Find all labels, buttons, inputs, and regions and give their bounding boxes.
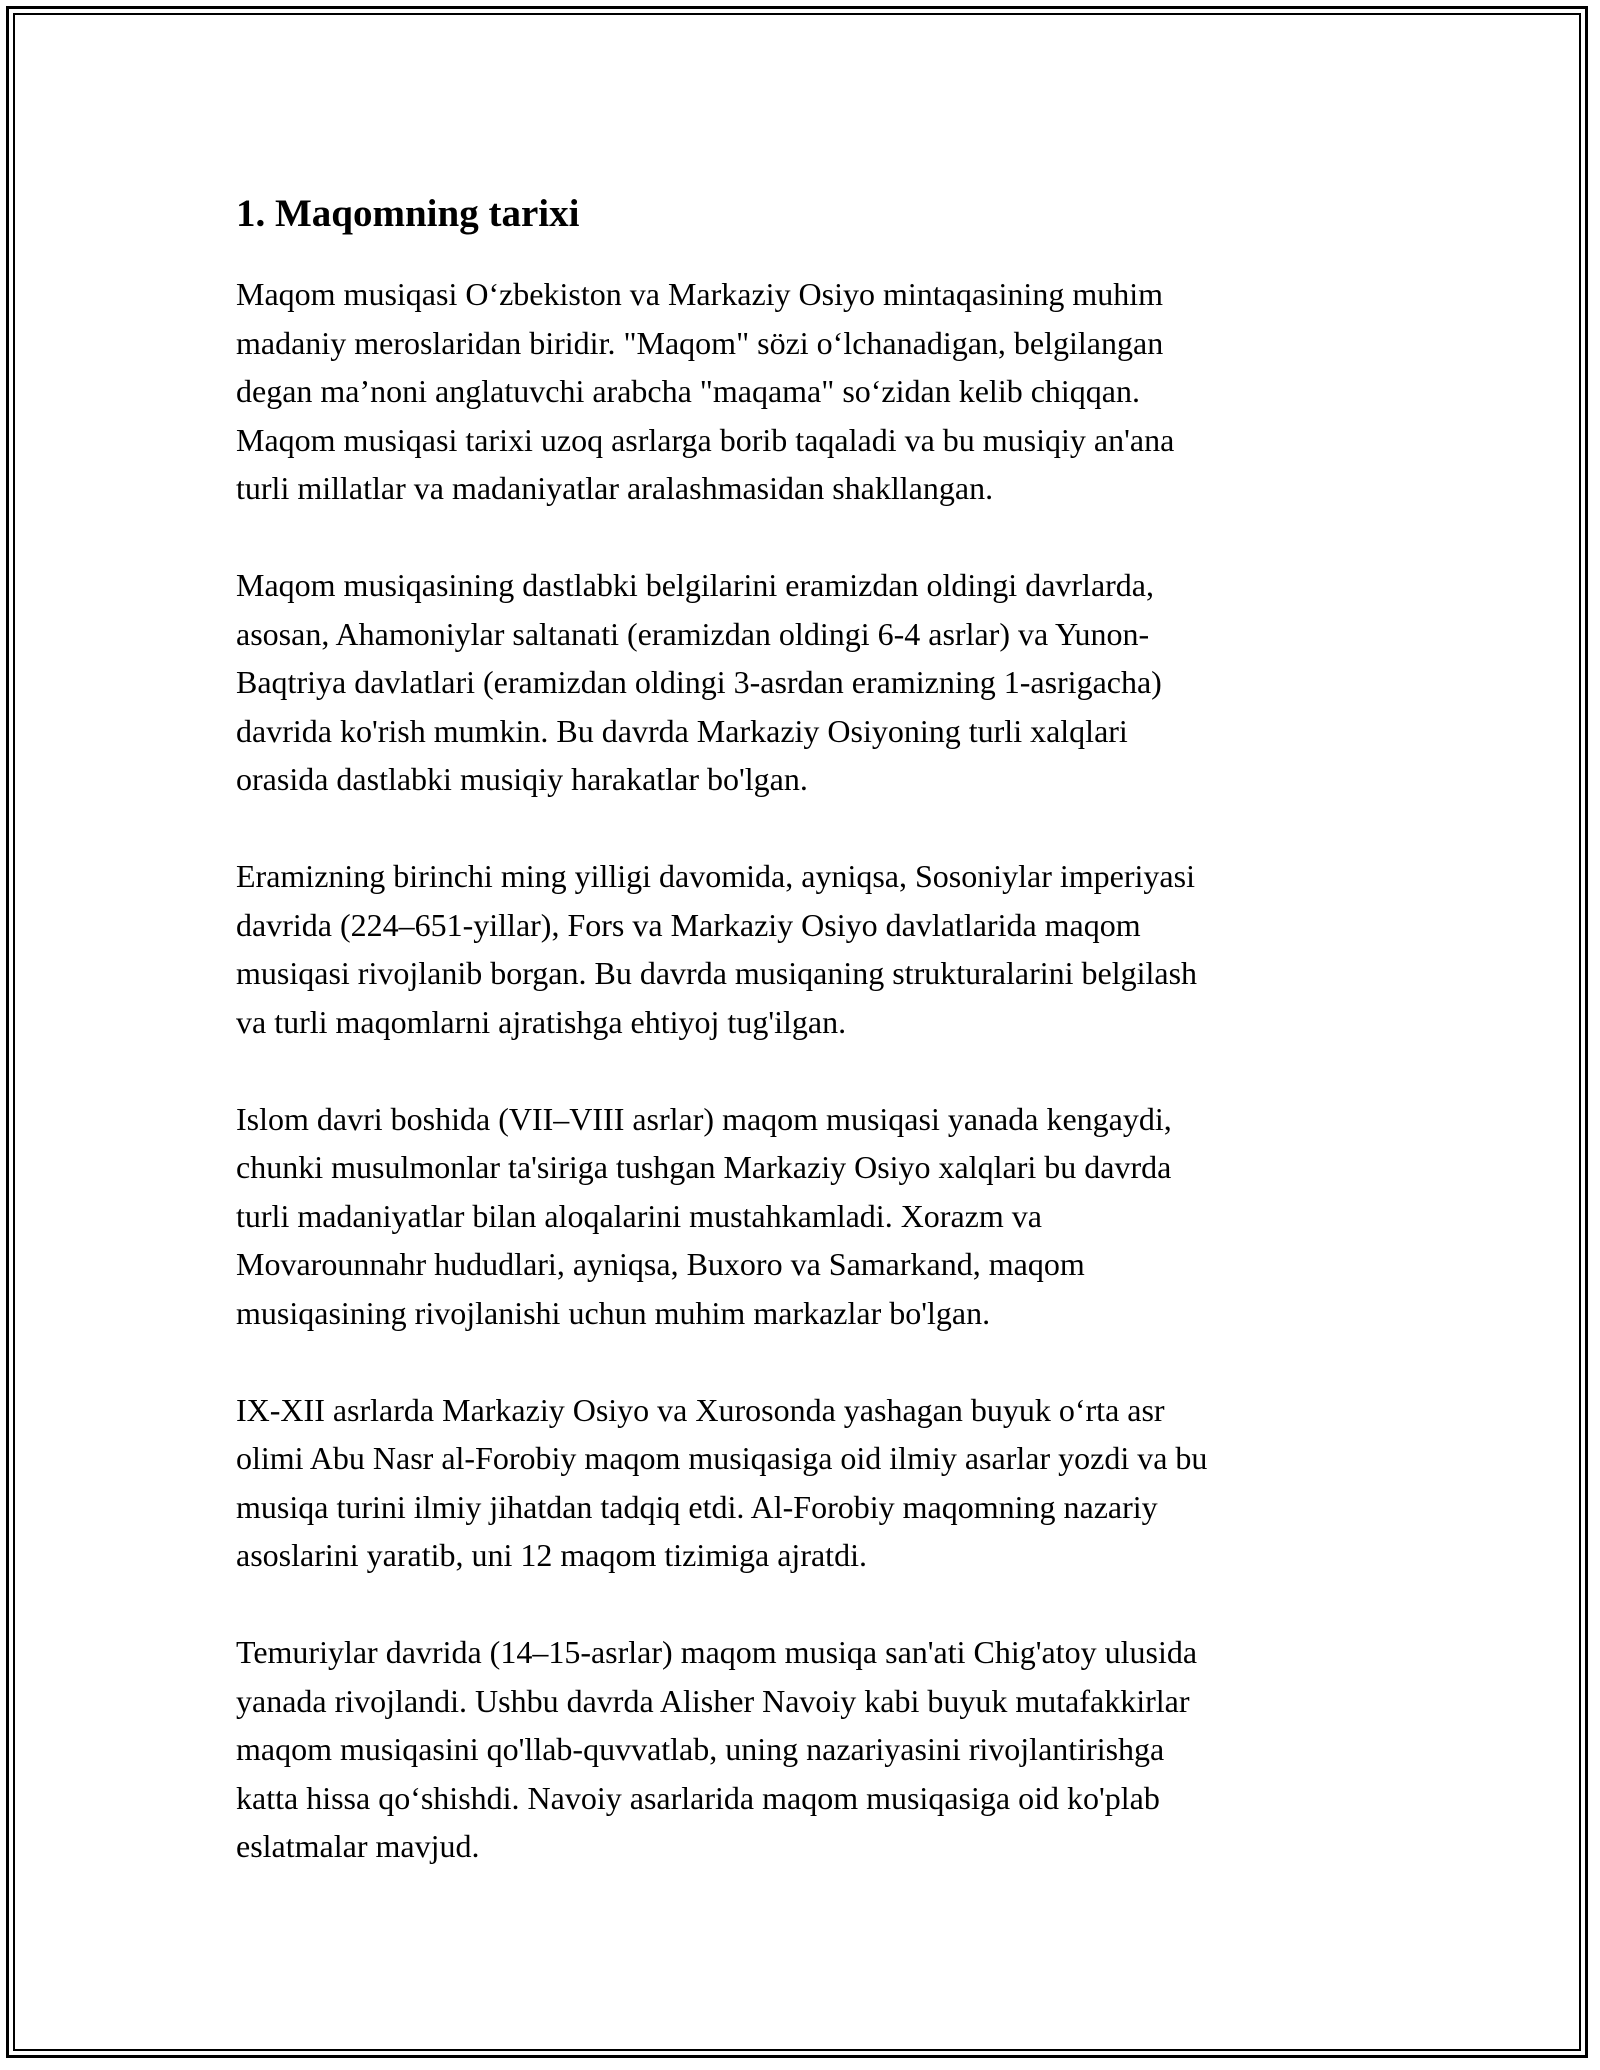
document-body	[236, 188, 1366, 1919]
paragraph-1: Maqom musiqasi O‘zbekiston va Markaziy Osiyo mintaqasining muhim madaniy meroslaridan biridir. "Maqom" sözi o‘lchanadigan, belgilangan degan ma’noni anglatuvchi arabcha "maqama" so‘zidan kelib chiqqan. Maqom musiqasi tarixi uzoq asrlarga borib taqaladi va bu musiqiy an'ana turli millatlar va madaniyatlar aralashmasidan shakllangan.	[236, 276, 1175, 506]
paragraph-5: IX-XII asrlarda Markaziy Osiyo va Xurosonda yashagan buyuk o‘rta asr olimi Abu Nasr al-Forobiy maqom musiqasiga oid ilmiy asarlar yozdi va bu musiqa turini ilmiy jihatdan tadqiq etdi. Al-Forobiy maqomning nazariy asoslarini yaratib, uni 12 maqom tizimiga ajratdi.	[236, 1391, 1208, 1573]
paragraph-3: Eramizning birinchi ming yilligi davomida, ayniqsa, Sosoniylar imperiyasi davrida (224–651-yillar), Fors va Markaziy Osiyo davlatlarida maqom musiqasi rivojlanib borgan. Bu davrda musiqaning strukturalarini belgilash va turli maqomlarni ajratishga ehtiyoj tug'ilgan.	[236, 858, 1198, 1040]
paragraph-2: Maqom musiqasining dastlabki belgilarini eramizdan oldingi davrlarda, asosan, Ahamoniylar saltanati (eramizdan oldingi 6-4 asrlar) va Yunon- Baqtriya davlatlari (eramizdan oldingi 3-asrdan eramizning 1-asrigacha) davrida ko'rish mumkin. Bu davrda Markaziy Osiyoning turli xalqlari orasida dastlabki musiqiy harakatlar bo'lgan.	[236, 567, 1162, 797]
paragraph-4: Islom davri boshida (VII–VIII asrlar) maqom musiqasi yanada kengaydi, chunki musulmonlar ta'siriga tushgan Markaziy Osiyo xalqlari bu davrda turli madaniyatlar bilan aloqalarini mustahkamladi. Xorazm va Movarounnahr hududlari, ayniqsa, Buxoro va Samarkand, maqom musiqasining rivojlanishi uchun muhim markazlar bo'lgan.	[236, 1100, 1172, 1331]
section-heading: 1. Maqomning tarixi	[236, 192, 580, 235]
paragraph-6: Temuriylar davrida (14–15-asrlar) maqom musiqa san'ati Chig'atoy ulusida yanada rivojlandi. Ushbu davrda Alisher Navoiy kabi buyuk mutafakkirlar maqom musiqasini qo'llab-quvvatlab, uning nazariyasini rivojlantirishga katta hissa qo‘shishdi. Navoiy asarlarida maqom musiqasiga oid ko'plab eslatmalar mavjud.	[236, 1634, 1198, 1864]
